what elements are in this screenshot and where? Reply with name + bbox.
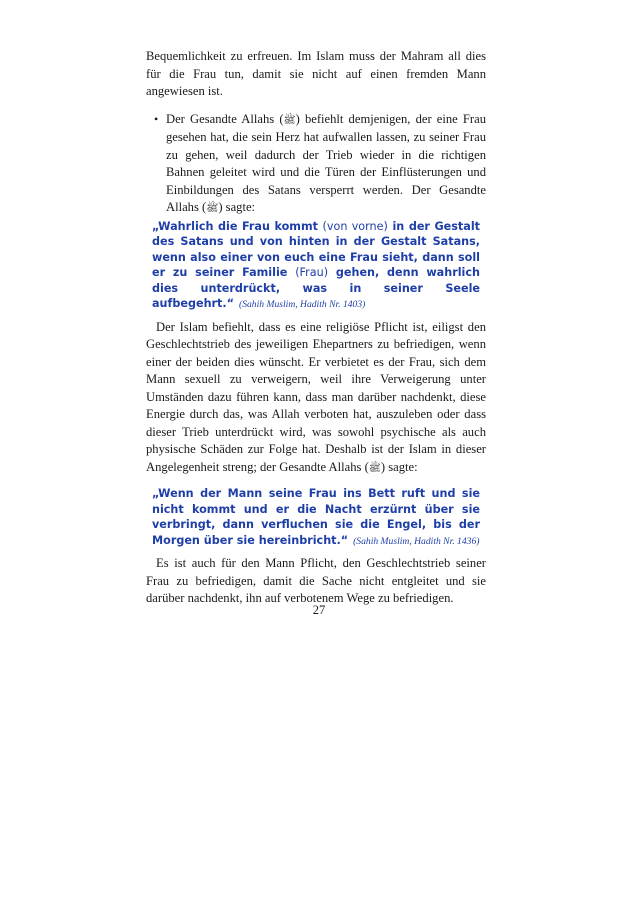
quote-1-part-3: in der Gestalt des Satans und von hinten in der Gestalt Satans, wenn also einer von euch eine Frau sieht, dann soll er zu seiner Familie: [152, 219, 481, 279]
bullet-item: [146, 111, 486, 218]
quote-1-part-4: (Frau): [295, 266, 329, 279]
quote-1-part-1: „Wahrlich die Frau kommt: [152, 219, 323, 233]
quote-1-part-5: gehen, denn wahrlich dies unterdrückt, was in seiner Seele aufbegehrt.“: [152, 266, 480, 310]
paragraph-3: Es ist auch für den Mann Pflicht, den Geschlechtstrieb seiner Frau zu befriedigen, damit die Sache nicht entgleitet und sie darüber nachdenkt, ihn auf verbotenem Wege zu befriedigen.: [146, 556, 486, 605]
bullet-dot-icon: •: [154, 111, 159, 126]
bullet-text: [166, 111, 486, 218]
page-number: 27: [312, 603, 326, 617]
page-body: [146, 48, 486, 608]
paragraph-1: Bequemlichkeit zu erfreuen. Im Islam muss der Mahram all dies für die Frau tun, damit sie nicht auf einen fremden Mann angewiesen ist.: [146, 49, 486, 98]
quote-2-source: (Sahih Muslim, Hadith Nr. 1436): [353, 535, 480, 547]
hadith-quote-2: [146, 486, 486, 549]
quote-2-text: „Wenn der Mann seine Frau ins Bett ruft und sie nicht kommt und er die Nacht erzürnt über sie verbringt, dann verfluchen sie die Engel, bis der Morgen über sie hereinbricht.“: [152, 487, 480, 547]
honorific-glyph: ﷺ: [368, 462, 381, 474]
quote-1-part-2: (von vorne): [322, 219, 388, 233]
paragraph-2b: ) sagte:: [380, 459, 418, 474]
bullet-text-a: Der Gesandte Allahs (: [166, 111, 284, 126]
quote-1-source: (Sahih Muslim, Hadith Nr. 1403): [239, 299, 366, 310]
paragraph-2: [146, 319, 486, 478]
paragraph-2a: Der Islam befiehlt, dass es eine religiöse Pflicht ist, eiligst den Geschlechtstrieb des jeweiligen Ehepartners zu befriedigen, wenn einer der beiden dies wünscht. Er verbietet es der Frau, sich dem Mann sexuell zu verweigern, weil ihre Verweigerung unter Umständen dazu führen kann, dass man darüber nachdenkt, diese Energie durch das, was Allah verboten hat, auszuleben oder dass dieser Trieb unterdrückt wird, was sowohl psychische als auch physische Schäden zur Folge hat. Deshalb ist der Islam in dieser Angelegenheit streng; der Gesandte Allahs (: [146, 319, 486, 474]
bullet-text-c: ) sagte:: [218, 200, 256, 214]
honorific-glyph: ﷺ: [283, 114, 296, 126]
bullet-text-b: ) befiehlt demjenigen, der eine Frau gesehen hat, die sein Herz hat aufwallen lassen, zu seiner Frau zu gehen, weil dadurch der Trieb wieder in die richtigen Bahnen geleitet wird und die Türen der Einflüsterungen und Einbildungen des Satans versperrt werden. Der Gesandte Allahs (: [166, 111, 486, 214]
honorific-glyph: ﷺ: [206, 203, 219, 214]
hadith-quote-1: [146, 219, 486, 313]
